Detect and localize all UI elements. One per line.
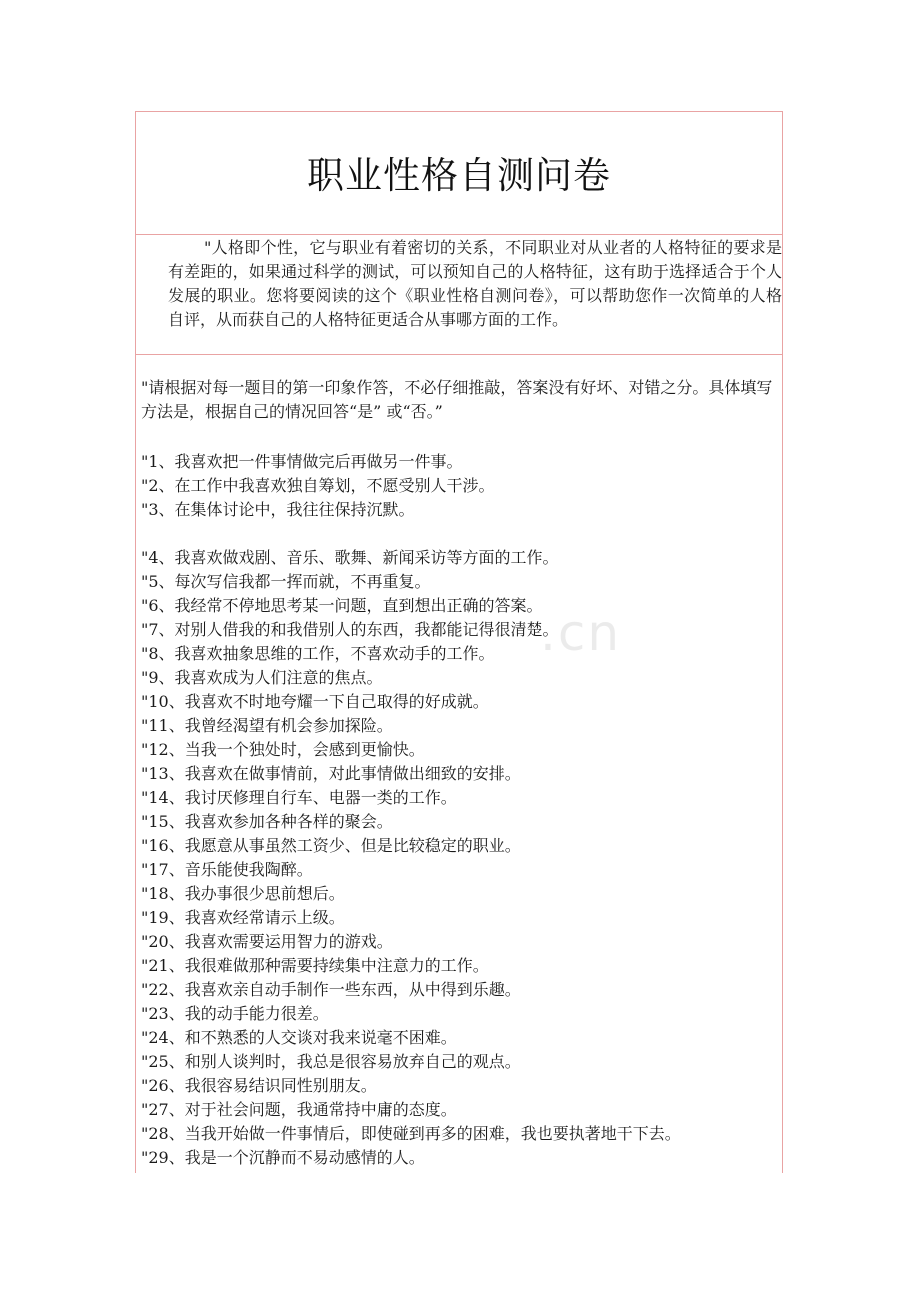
question-item: "15、我喜欢参加各种各样的聚会。 — [141, 812, 393, 831]
question-item: "27、对于社会问题，我通常持中庸的态度。 — [141, 1100, 457, 1119]
question-item: "18、我办事很少思前想后。 — [141, 884, 345, 903]
question-item: "6、我经常不停地思考某一问题，直到想出正确的答案。 — [141, 596, 543, 615]
document-title: 职业性格自测问卷 — [307, 154, 611, 197]
question-item: "1、我喜欢把一件事情做完后再做另一件事。 — [141, 452, 463, 471]
question-item: "26、我很容易结识同性别朋友。 — [141, 1076, 377, 1095]
question-item: "8、我喜欢抽象思维的工作，不喜欢动手的工作。 — [141, 644, 495, 663]
question-item: "3、在集体讨论中，我往往保持沉默。 — [141, 500, 415, 519]
question-item: "13、我喜欢在做事情前，对此事情做出细致的安排。 — [141, 764, 521, 783]
question-item: "12、当我一个独处时，会感到更愉快。 — [141, 740, 425, 759]
question-item: "23、我的动手能力很差。 — [141, 1004, 329, 1023]
question-item: "4、我喜欢做戏剧、音乐、歌舞、新闻采访等方面的工作。 — [141, 548, 559, 567]
question-item: "14、我讨厌修理自行车、电器一类的工作。 — [141, 788, 457, 807]
intro-paragraph: "人格即个性，它与职业有着密切的关系，不同职业对从业者的人格特征的要求是有差距的，如果通过科学的测试，可以预知自己的人格特征，这有助于选择适合于个人发展的职业。您将要阅读的这个《职业性格自测问卷》，可以帮助您作一次简单的人格自评，从而获自己的人格特征更适合从事哪方面的工作。 — [168, 238, 782, 329]
question-item: "2、在工作中我喜欢独自筹划，不愿受别人干涉。 — [141, 476, 495, 495]
watermark-text: .cn — [540, 604, 622, 662]
question-item: "25、和别人谈判时，我总是很容易放弃自己的观点。 — [141, 1052, 521, 1071]
question-item: "16、我愿意从事虽然工资少、但是比较稳定的职业。 — [141, 836, 521, 855]
question-item: "17、音乐能使我陶醉。 — [141, 860, 313, 879]
question-item: "22、我喜欢亲自动手制作一些东西，从中得到乐趣。 — [141, 980, 521, 999]
title-block — [136, 112, 782, 235]
question-item: "11、我曾经渴望有机会参加探险。 — [141, 716, 393, 735]
document-frame — [135, 111, 783, 1173]
question-item: "20、我喜欢需要运用智力的游戏。 — [141, 932, 393, 951]
question-item: "21、我很难做那种需要持续集中注意力的工作。 — [141, 956, 489, 975]
question-item: "7、对别人借我的和我借别人的东西，我都能记得很清楚。 — [141, 620, 559, 639]
question-item: "10、我喜欢不时地夸耀一下自己取得的好成就。 — [141, 692, 489, 711]
intro-block — [136, 234, 782, 355]
question-list — [141, 450, 782, 1170]
instructions-paragraph: "请根据对每一题目的第一印象作答，不必仔细推敲，答案没有好坏、对错之分。具体填写方法是，根据自己的情况回答“是” 或“否。” — [141, 378, 773, 421]
question-item: "5、每次写信我都一挥而就，不再重复。 — [141, 572, 431, 591]
question-item: "9、我喜欢成为人们注意的焦点。 — [141, 668, 383, 687]
question-item: "24、和不熟悉的人交谈对我来说毫不困难。 — [141, 1028, 457, 1047]
question-item: "29、我是一个沉静而不易动感情的人。 — [141, 1148, 425, 1167]
question-item: "28、当我开始做一件事情后，即使碰到再多的困难，我也要执著地干下去。 — [141, 1124, 681, 1143]
question-item: "19、我喜欢经常请示上级。 — [141, 908, 345, 927]
